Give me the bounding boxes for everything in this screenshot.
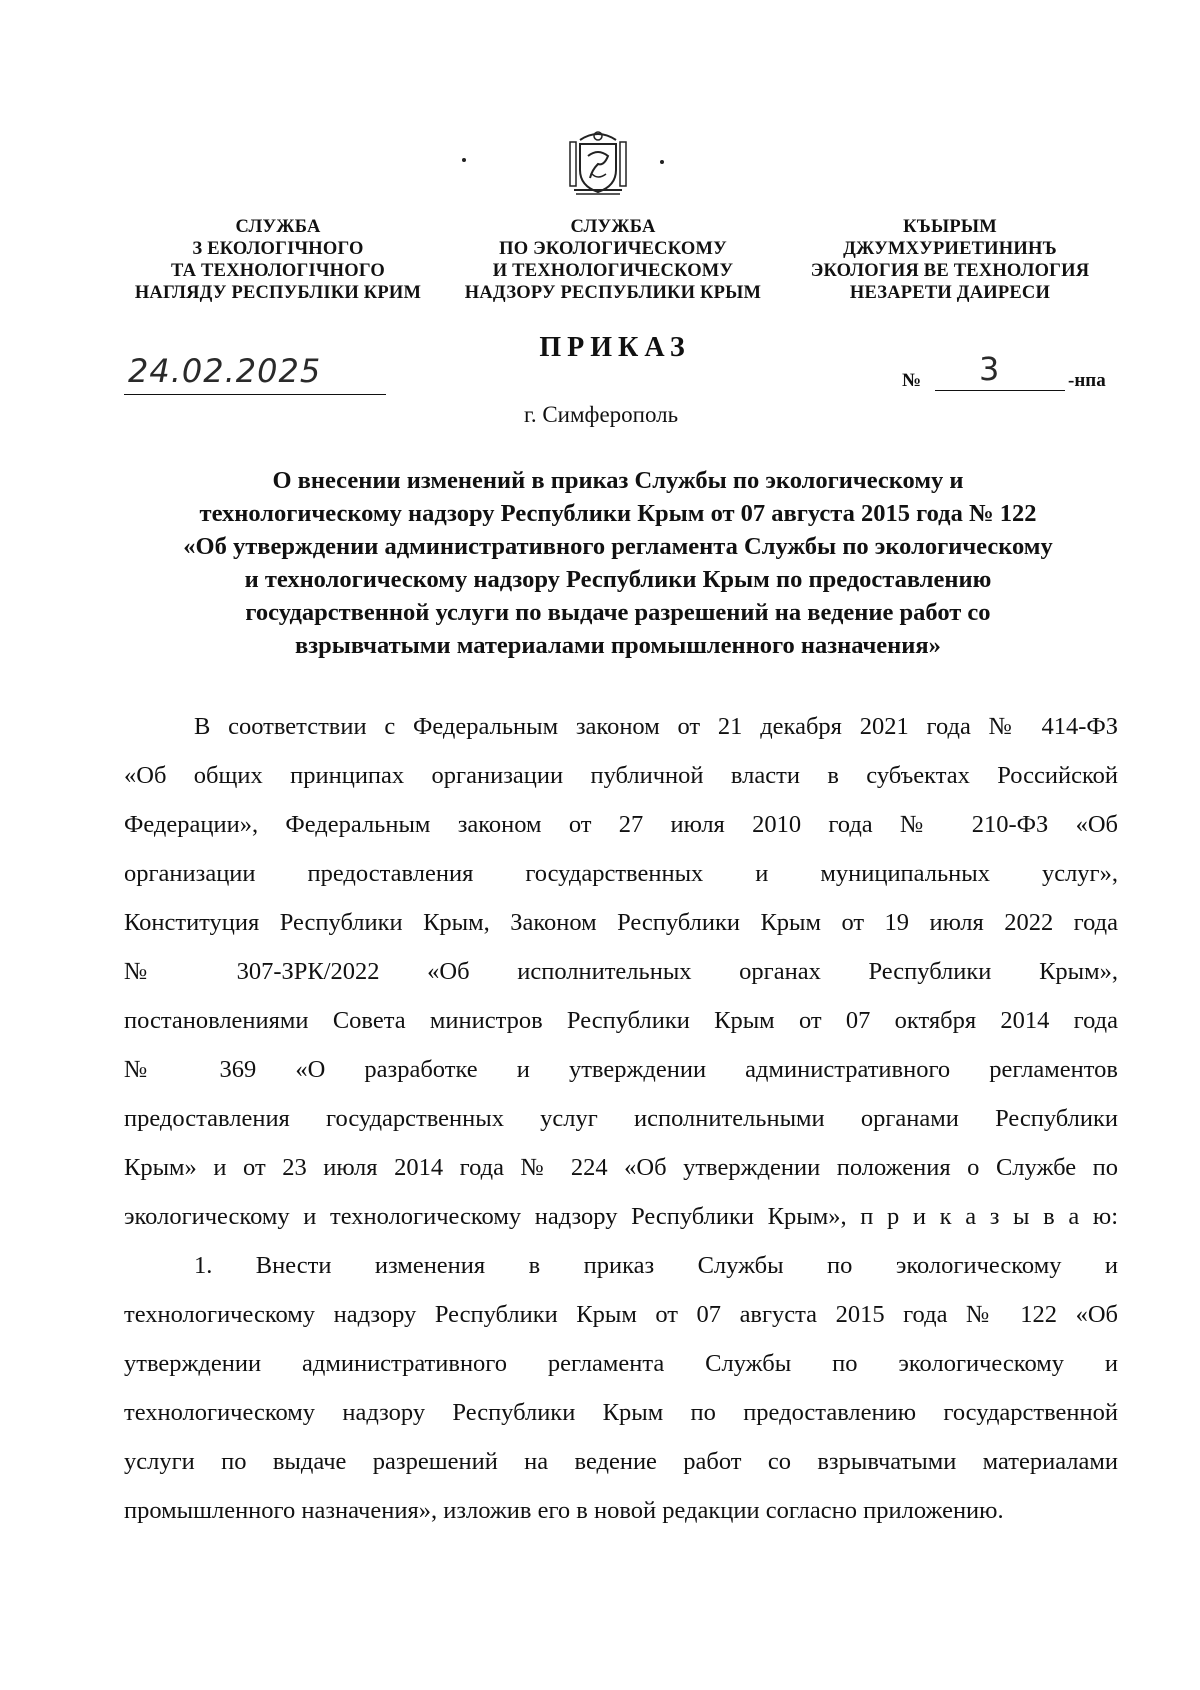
number-field (935, 350, 1065, 391)
body-line: Федерации», Федеральным законом от 27 июля 2010 года № 210-ФЗ «Об (124, 811, 1118, 838)
body-line: предоставления государственных услуг исполнительными органами Республики (124, 1105, 1118, 1132)
body-line: утверждении административного регламента Службы по экологическому и (124, 1350, 1118, 1377)
body-line: промышленного назначения», изложив его в новой редакции согласно приложению. (124, 1497, 1004, 1524)
body-line: № 369 «О разработке и утверждении административного регламентов (124, 1056, 1118, 1083)
header-crimean-tatar: КЪЫРЫМ ДЖУМХУРИЕТИНИНЪ ЭКОЛОГИЯ ВЕ ТЕХНОЛОГИЯ НЕЗАРЕТИ ДАИРЕСИ (810, 217, 1090, 303)
body-line: технологическому надзору Республики Крым по предоставлению государственной (124, 1399, 1118, 1426)
body-line: организации предоставления государственных и муниципальных услуг», (124, 860, 1118, 887)
document-title: ПРИКАЗ (539, 332, 691, 363)
body-line: экологическому и технологическому надзору Республики Крым», п р и к а з ы в а ю: (124, 1203, 1118, 1230)
decorative-dot (462, 158, 466, 162)
city-label: г. Симферополь (524, 402, 679, 427)
body-line: «Об общих принципах организации публичной власти в субъектах Российской (124, 762, 1118, 789)
body-line: 1. Внести изменения в приказ Службы по экологическому и (194, 1252, 1118, 1279)
body-line: услуги по выдаче разрешений на ведение работ со взрывчатыми материалами (124, 1448, 1118, 1475)
body-line: В соответствии с Федеральным законом от 21 декабря 2021 года № 414-ФЗ (194, 713, 1118, 740)
order-body (124, 702, 1118, 1535)
header-russian: СЛУЖБА ПО ЭКОЛОГИЧЕСКОМУ И ТЕХНОЛОГИЧЕСКОМУ НАДЗОРУ РЕСПУБЛИКИ КРЫМ (464, 217, 762, 303)
handwritten-number: 3 (979, 350, 1000, 388)
body-line: Крым» и от 23 июля 2014 года № 224 «Об утверждении положения о Службе по (124, 1154, 1118, 1181)
date-field (124, 352, 386, 395)
number-label: № (902, 370, 922, 391)
coat-of-arms-icon (566, 126, 630, 198)
body-line: технологическому надзору Республики Крым от 07 августа 2015 года № 122 «Об (124, 1301, 1118, 1328)
handwritten-date: 24.02.2025 (128, 352, 322, 390)
number-suffix: -нпа (1068, 370, 1106, 391)
body-line: Конституция Республики Крым, Законом Республики Крым от 19 июля 2022 года (124, 909, 1118, 936)
body-line: № 307-ЗРК/2022 «Об исполнительных органах Республики Крым», (124, 958, 1118, 985)
header-ukrainian: СЛУЖБА З ЕКОЛОГІЧНОГО ТА ТЕХНОЛОГІЧНОГО НАГЛЯДУ РЕСПУБЛІКИ КРИМ (134, 217, 422, 303)
body-line: постановлениями Совета министров Республики Крым от 07 октября 2014 года (124, 1007, 1118, 1034)
decorative-dot (660, 160, 664, 164)
order-subject: О внесении изменений в приказ Службы по экологическому и технологическому надзору Республики Крым от 07 августа 2015 года № 122 «Об утверждении административного регламента Службы по экологическому и технологическому надзору Республики Крым по предоставлению государственной услуги по выдаче разрешений на ведение работ со взрывчатыми материалами промышленного назначения» (183, 467, 1053, 659)
